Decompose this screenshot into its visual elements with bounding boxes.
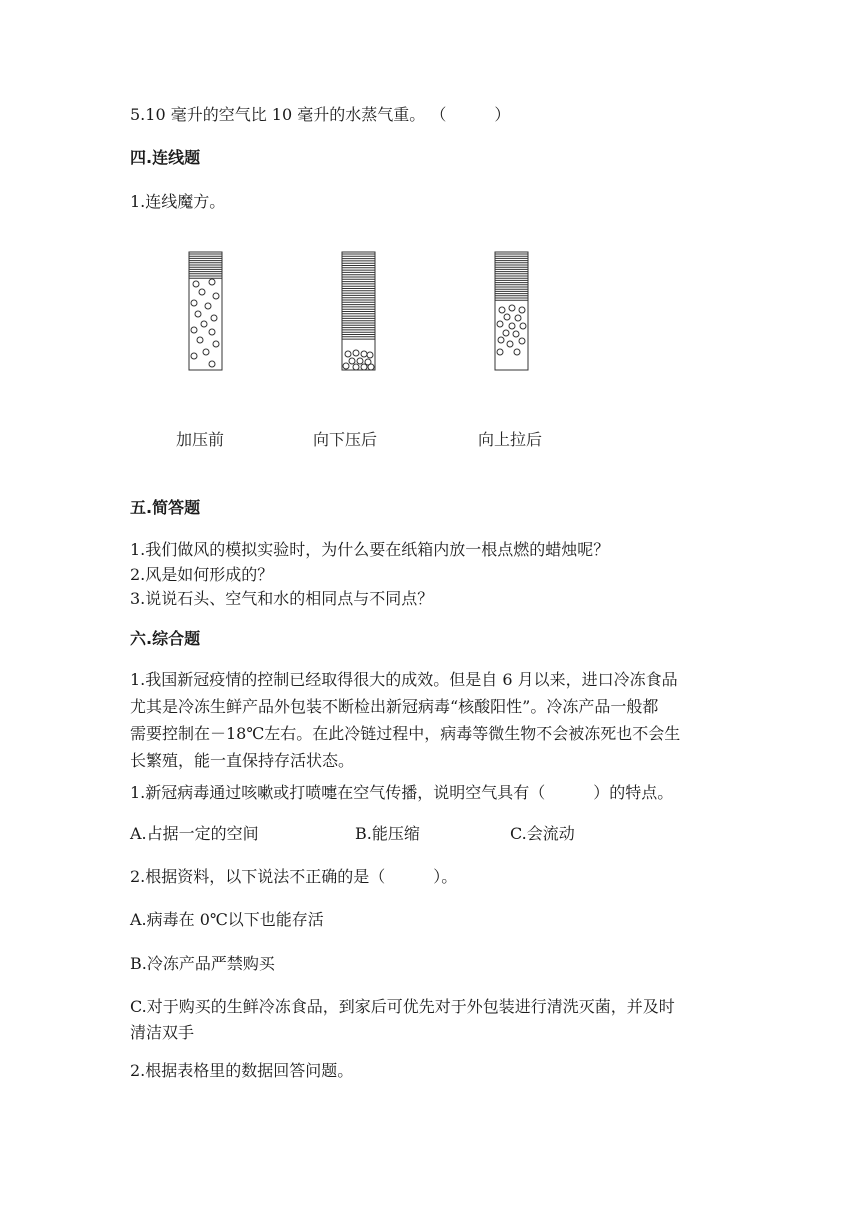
air-particle: [201, 321, 207, 327]
question-5: 5.10 毫升的空气比 10 毫升的水蒸气重。 （ ）: [130, 105, 511, 124]
air-particle: [497, 349, 503, 355]
section-5-question-3: 3.说说石头、空气和水的相同点与不同点？: [130, 589, 434, 608]
passage-line-1: 1.我国新冠疫情的控制已经取得很大的成效。但是自 6 月以来，进口冷冻食品: [130, 670, 678, 689]
air-particle: [195, 311, 201, 317]
air-particle: [519, 338, 525, 344]
air-particle: [211, 315, 217, 321]
caption-after-pulling-up: 向上拉后: [478, 430, 543, 449]
section-4-question-1: 1.连线魔方。: [130, 192, 226, 211]
air-particle: [357, 358, 363, 364]
sub2-option-c: C.对于购买的生鲜冷冻食品，到家后可优先对于外包装进行清洗灭菌，并及时: [130, 997, 675, 1016]
question-2: 2.根据表格里的数据回答问题。: [130, 1061, 354, 1080]
caption-before-pressing: 加压前: [176, 430, 225, 449]
air-particle: [349, 358, 355, 364]
section-5-question-2: 2.风是如何形成的？: [130, 565, 274, 584]
air-particle: [499, 307, 505, 313]
sub2-option-a: A.病毒在 0℃以下也能存活: [130, 910, 324, 929]
air-particle: [509, 323, 515, 329]
sub-question-1: 1.新冠病毒通过咳嗽或打喷嚏在空气传播，说明空气具有（ ）的特点。: [130, 783, 674, 802]
air-particle: [498, 337, 504, 343]
air-particle: [504, 314, 510, 320]
option-c: C.会流动: [510, 824, 575, 843]
caption-after-pushing-down: 向下压后: [313, 430, 378, 449]
air-particle: [209, 279, 215, 285]
air-particle: [213, 293, 219, 299]
sub2-option-c-continued: 清洁双手: [130, 1023, 195, 1042]
air-particle: [345, 351, 351, 357]
air-particle: [514, 349, 520, 355]
section-5-title: 五.简答题: [130, 498, 201, 517]
air-particle: [197, 337, 203, 343]
air-particle: [213, 341, 219, 347]
sub2-option-b: B.冷冻产品严禁购买: [130, 954, 275, 973]
option-a: A.占据一定的空间: [130, 824, 259, 843]
tube-after-pulling-up: [495, 252, 528, 370]
syringe-diagram: [170, 240, 590, 390]
air-particle: [361, 351, 367, 357]
sub-question-2: 2.根据资料，以下说法不正确的是（ ）。: [130, 867, 458, 886]
air-particle: [361, 364, 367, 370]
air-particle: [191, 327, 197, 333]
air-particle: [353, 350, 359, 356]
air-particle: [515, 315, 521, 321]
tube-after-pushing-down: [342, 252, 375, 370]
air-particle: [367, 352, 373, 358]
air-particle: [519, 307, 525, 313]
air-particle: [199, 289, 205, 295]
passage-line-3: 需要控制在－18℃左右。在此冷链过程中，病毒等微生物不会被冻死也不会生: [130, 724, 681, 743]
section-5-question-1: 1.我们做风的模拟实验时，为什么要在纸箱内放一根点燃的蜡烛呢？: [130, 540, 610, 559]
air-particle: [203, 349, 209, 355]
tube-before-pressing: [189, 252, 222, 370]
air-particle: [353, 364, 359, 370]
air-particle: [209, 329, 215, 335]
air-particle: [191, 353, 197, 359]
air-particle: [520, 323, 526, 329]
air-particle: [205, 303, 211, 309]
air-particle: [193, 281, 199, 287]
section-4-title: 四.连线题: [130, 148, 201, 167]
air-particle: [513, 331, 519, 337]
section-6-title: 六.综合题: [130, 629, 201, 648]
air-particle: [509, 305, 515, 311]
air-particle: [507, 341, 513, 347]
air-particle: [497, 321, 503, 327]
air-particle: [191, 300, 197, 306]
air-particle: [209, 361, 215, 367]
passage-line-4: 长繁殖，能一直保持存活状态。: [130, 751, 355, 770]
air-particle: [368, 364, 374, 370]
option-b: B.能压缩: [355, 824, 420, 843]
air-particle: [503, 330, 509, 336]
air-particle: [343, 363, 349, 369]
passage-line-2: 尤其是冷冻生鲜产品外包装不断检出新冠病毒“核酸阳性”。冷冻产品一般都: [130, 697, 659, 716]
